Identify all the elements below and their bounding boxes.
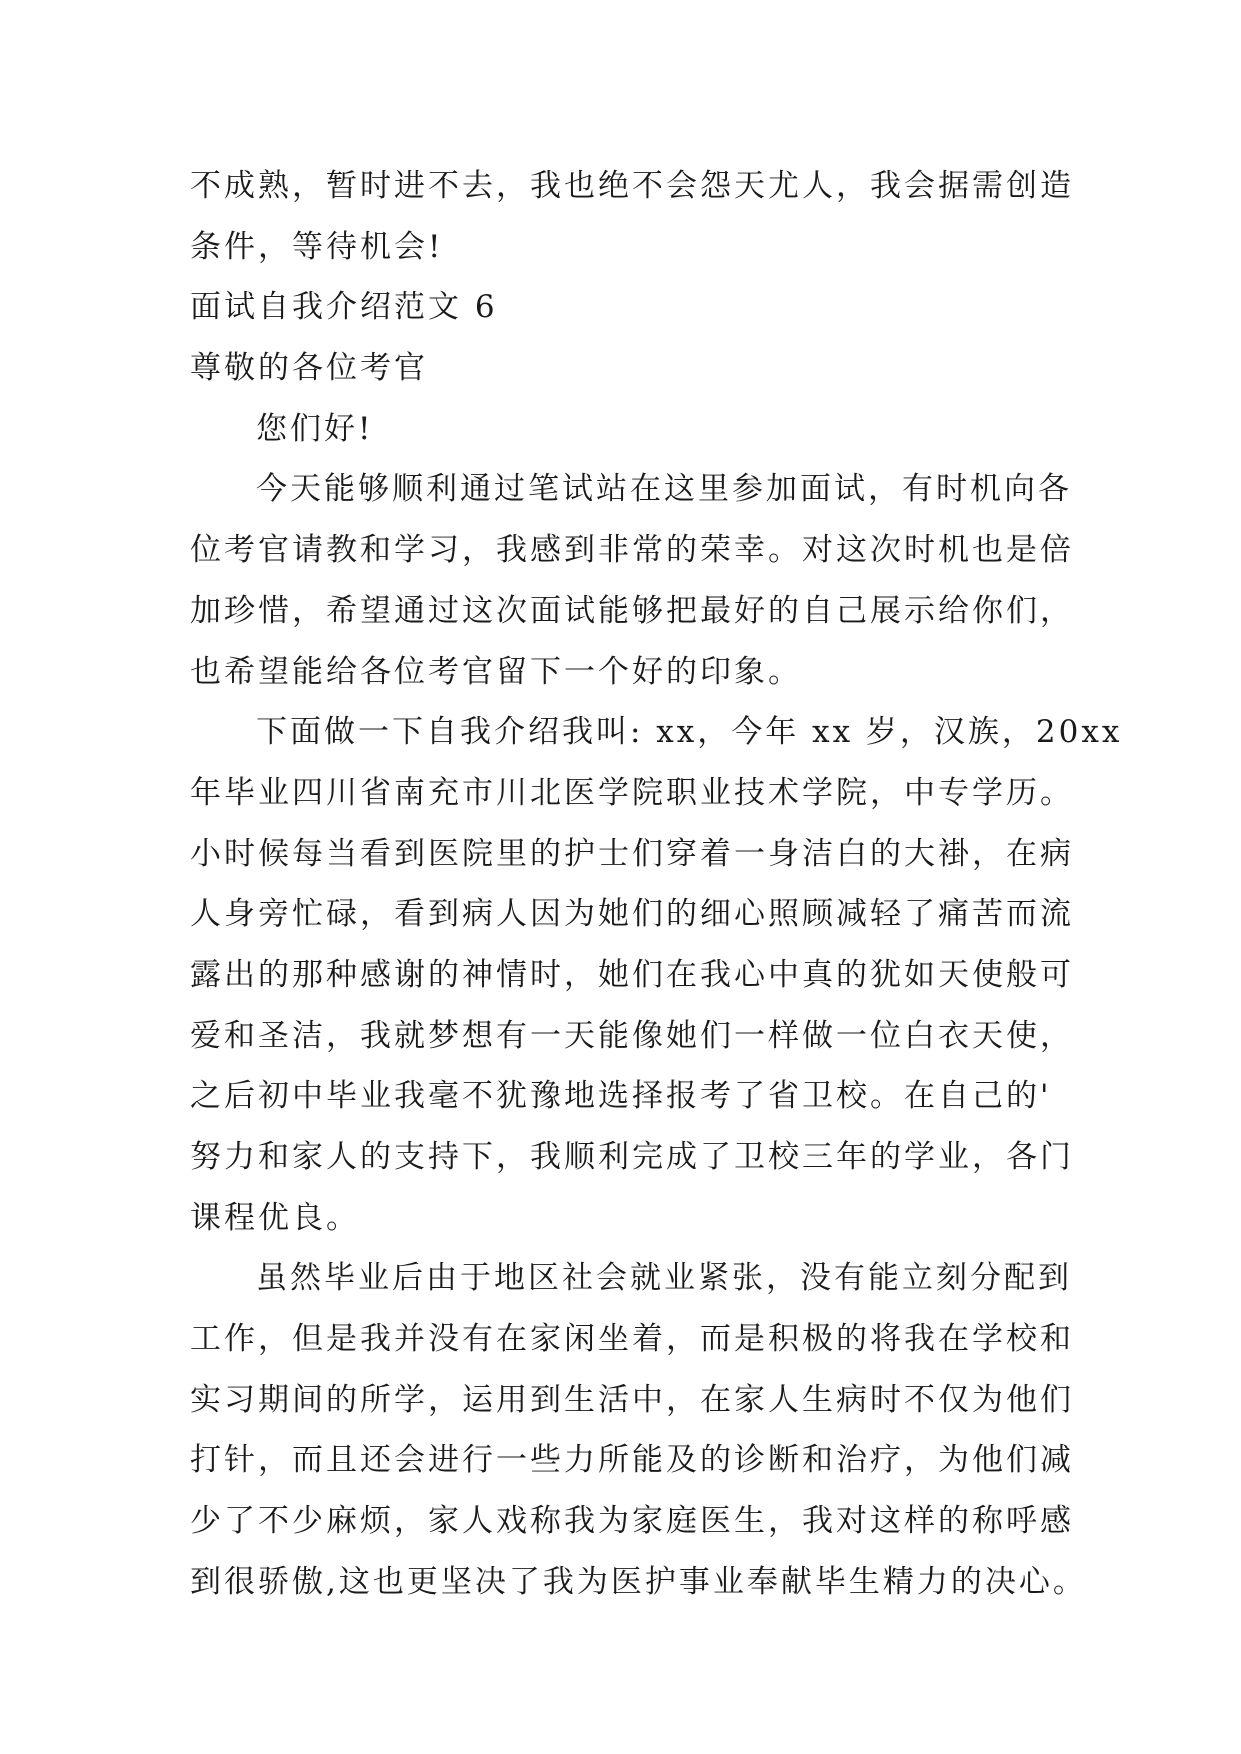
salutation: 尊敬的各位考官 bbox=[190, 350, 428, 387]
text-line: 到很骄傲,这也更坚决了我为医护事业奉献毕生精力的决心。 bbox=[190, 1563, 1087, 1600]
text-line: 努力和家人的支持下，我顺利完成了卫校三年的学业，各门 bbox=[190, 1139, 1074, 1175]
text-line: 之后初中毕业我毫不犹豫地选择报考了省卫校。在自己的' bbox=[190, 1078, 1052, 1115]
document-body bbox=[190, 156, 1123, 1613]
section-title: 面试自我介绍范文 6 bbox=[190, 289, 498, 326]
paragraph-start: 今天能够顺利通过笔试站在这里参加面试，有时机向各 bbox=[256, 471, 1072, 508]
paragraph-start: 下面做一下自我介绍我叫: xx，今年 xx 岁，汉族，20xx bbox=[256, 714, 1123, 751]
text-line: 小时候每当看到医院里的护士们穿着一身洁白的大褂，在病 bbox=[190, 835, 1074, 872]
text-line: 位考官请教和学习，我感到非常的荣幸。对这次时机也是倍 bbox=[190, 532, 1074, 569]
text-line: 也希望能给各位考官留下一个好的印象。 bbox=[190, 653, 802, 690]
paragraph-start: 虽然毕业后由于地区社会就业紧张，没有能立刻分配到 bbox=[256, 1260, 1072, 1297]
text-line: 条件，等待机会! bbox=[190, 228, 444, 265]
text-line: 实习期间的所学，运用到生活中，在家人生病时不仅为他们 bbox=[190, 1381, 1074, 1418]
text-line: 露出的那种感谢的神情时，她们在我心中真的犹如天使般可 bbox=[190, 956, 1074, 993]
greeting: 您们好! bbox=[256, 410, 374, 447]
text-line: 少了不少麻烦，家人戏称我为家庭医生，我对这样的称呼感 bbox=[190, 1503, 1074, 1540]
text-line: 课程优良。 bbox=[190, 1199, 360, 1236]
text-line: 工作，但是我并没有在家闲坐着，而是积极的将我在学校和 bbox=[190, 1321, 1074, 1358]
text-line: 加珍惜，希望通过这次面试能够把最好的自己展示给你们， bbox=[190, 592, 1074, 629]
text-line: 不成熟，暂时进不去，我也绝不会怨天尤人，我会据需创造 bbox=[190, 168, 1074, 204]
text-line: 人身旁忙碌，看到病人因为她们的细心照顾减轻了痛苦而流 bbox=[190, 896, 1074, 933]
text-line: 年毕业四川省南充市川北医学院职业技术学院，中专学历。 bbox=[190, 774, 1074, 811]
text-line: 打针，而且还会进行一些力所能及的诊断和治疗，为他们减 bbox=[190, 1442, 1074, 1479]
text-line: 爱和圣洁，我就梦想有一天能像她们一样做一位白衣天使， bbox=[190, 1017, 1074, 1054]
